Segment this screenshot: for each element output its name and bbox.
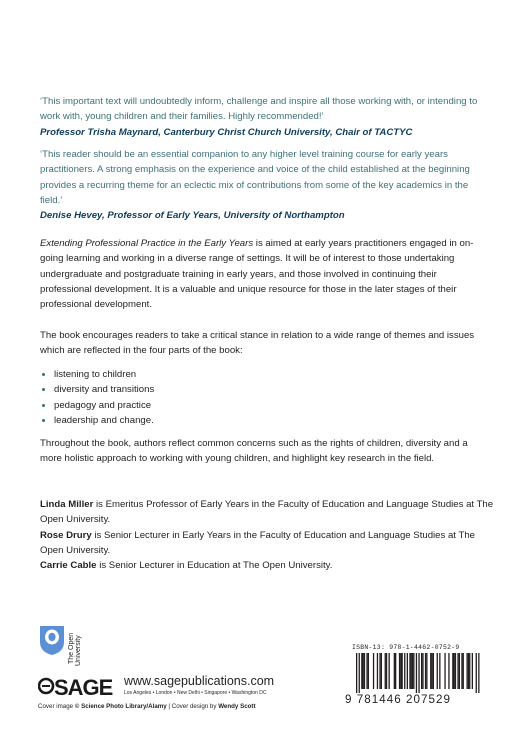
barcode-bar (379, 653, 380, 689)
barcode-bar (422, 653, 423, 689)
author-bio (40, 497, 500, 528)
book-title: Extending Professional Practice in the Early Years (40, 238, 254, 249)
author-bios (40, 497, 500, 573)
barcode-digits: 9 781446 207529 (345, 693, 452, 706)
barcode-bar (400, 653, 401, 689)
barcode-bar (359, 653, 360, 693)
barcode-bar (455, 653, 456, 689)
barcode-bar (411, 653, 412, 689)
barcode-bar (459, 653, 460, 689)
barcode-bar (444, 653, 445, 689)
barcode-bar (454, 653, 455, 689)
barcode-bar (407, 653, 408, 689)
open-university-shield-icon (38, 624, 66, 656)
barcode-bar (467, 653, 468, 689)
sage-wordmark: SAGE (54, 675, 113, 700)
ou-line-2: University (75, 635, 82, 666)
barcode-bar (368, 653, 369, 689)
cover-design-label: | Cover design by (166, 703, 219, 710)
open-university-logo (38, 624, 90, 668)
sage-logo (38, 673, 328, 701)
barcode-bar (418, 653, 419, 693)
barcode-bar (363, 653, 364, 689)
quote-attribution: Professor Trisha Maynard, Canterbury Christ Church University, Chair of TACTYC (40, 126, 413, 138)
barcode-bar (395, 653, 396, 689)
barcode-bar (457, 653, 458, 689)
barcode-bar (421, 653, 422, 689)
publisher-website: www.sagepublications.com (124, 674, 275, 688)
barcode-bar (452, 653, 453, 689)
barcode-bar (461, 653, 462, 689)
themes-intro: The book encourages readers to take a critical stance in relation to a wide range of themes and issues which are reflected in the four parts of the book: (40, 330, 475, 357)
barcode-bar (463, 653, 464, 689)
barcode-bar (381, 653, 382, 689)
list-item: leadership and change. (40, 413, 154, 428)
barcode-bar (364, 653, 365, 689)
barcode-bar (389, 653, 390, 689)
author-name: Carrie Cable (40, 560, 97, 572)
barcode-bar (412, 653, 413, 689)
author-name: Rose Drury (40, 529, 92, 541)
author-bio-text: is Senior Lecturer in Education at The Open University. (96, 560, 333, 572)
publisher-locations: Los Angeles • London • New Delhi • Singapore • Washington DC (124, 690, 267, 696)
barcode-bar (478, 653, 479, 693)
quote-text: ‘This important text will undoubtedly inform, challenge and inspire all those working with, or intending to work with, young children and their families. Highly recommended!’ (40, 96, 478, 123)
endorsement-quote (40, 147, 485, 223)
list-item: listening to children (40, 367, 154, 382)
quote-text: ‘This reader should be an essential companion to any higher level training course for early years practitioners. A strong emphasis on the experience and voice of the child established at the beginning provides a recurring theme for an eclectic mix of contributions from some of the key academics in the field.’ (40, 149, 470, 206)
list-item: diversity and transitions (40, 382, 154, 397)
barcode-bar (402, 653, 403, 689)
barcode-bar (361, 653, 362, 689)
barcode-bar (437, 653, 438, 689)
barcode-bar (394, 653, 395, 689)
barcode-bar (431, 653, 432, 689)
book-description (40, 236, 490, 312)
barcode-bar (476, 653, 477, 693)
description-text: is aimed at early years practitioners engaged in on-going learning and working in a diverse range of settings. It will be of interest to those undertaking undergraduate and postgraduate training in early years, and those involved in continuing their professional development. It is a valuable and unique resource for those in the later stages of their professional development. (40, 238, 474, 311)
barcode-bar (413, 653, 414, 689)
author-bio-text: is Senior Lecturer in Early Years in the Faculty of Education and Language Studies at The Open University. (40, 529, 475, 556)
cover-credits (38, 703, 256, 710)
open-university-wordmark (67, 624, 81, 668)
barcode-bar (425, 653, 426, 689)
author-bio-text: is Emeritus Professor of Early Years in the Faculty of Education and Language Studies at The Open University. (40, 499, 494, 526)
author-name: Linda Miller (40, 499, 94, 510)
author-bio (40, 558, 500, 573)
themes-list (40, 367, 154, 429)
barcode-icon (348, 653, 480, 693)
barcode-bar (356, 653, 357, 693)
cover-designer: Wendy Scott (218, 703, 256, 710)
barcode-bar (469, 653, 470, 689)
summary-paragraph: Throughout the book, authors reflect common concerns such as the rights of children, diversity and a more holistic approach to working with young children, and highlight key research in the field. (40, 438, 468, 465)
barcode-bar (366, 653, 367, 689)
list-item: pedagogy and practice (40, 398, 154, 413)
barcode-bar (399, 653, 400, 689)
barcode-bar (426, 653, 427, 689)
barcode-bar (409, 653, 410, 689)
barcode-bar (448, 653, 449, 689)
barcode-bar (439, 653, 440, 689)
barcode-bar (385, 653, 386, 689)
barcode-bar (386, 653, 387, 689)
barcode-bar (377, 653, 378, 689)
author-bio (40, 528, 500, 559)
barcode-bar (433, 653, 434, 689)
isbn-label: ISBN-13: 978-1-4462-0752-9 (352, 644, 460, 651)
cover-image-credit: © Science Photo Library/Alamy (74, 703, 167, 710)
barcode-bar (430, 653, 431, 689)
barcode-bar (416, 653, 417, 693)
ou-line-1: The Open (68, 632, 75, 664)
isbn-barcode (345, 644, 480, 710)
barcode-bar (468, 653, 469, 689)
barcode-bar (373, 653, 374, 689)
barcode-bar (404, 653, 405, 689)
endorsement-quote (40, 94, 485, 140)
quote-attribution: Denise Hevey, Professor of Early Years, University of Northampton (40, 210, 345, 222)
barcode-bar (472, 653, 473, 689)
cover-image-label: Cover image (38, 703, 75, 710)
